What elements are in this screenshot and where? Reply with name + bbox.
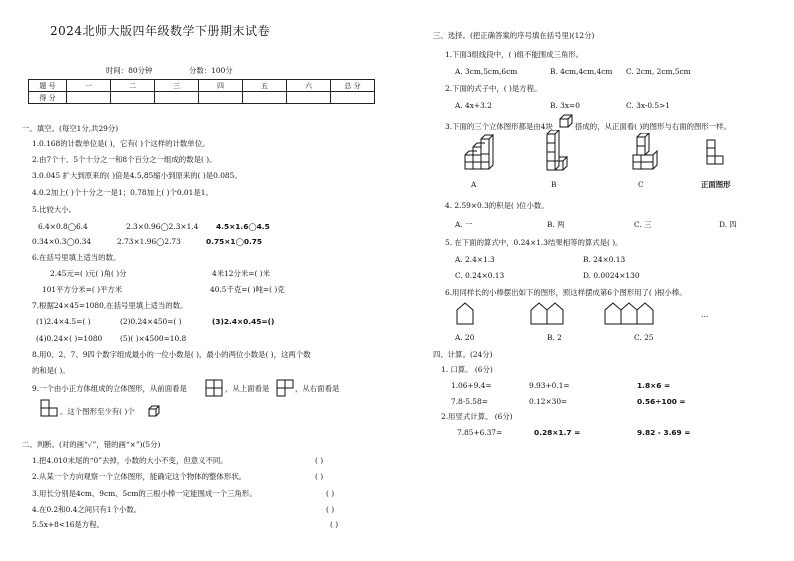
compare-item: 0.34×0.3◯0.34 [32,237,92,246]
score-cell[interactable] [111,92,155,104]
compare-item: 2.3×0.96◯2.3×1.4 [126,222,199,231]
choice-q1: 1.下面3组线段中，( )组不能围成三角形。 [445,50,584,59]
page-title: 2024北师大版四年级数学下册期末试卷 [50,24,271,38]
choice-option: D. 0.0024×130 [583,271,640,280]
choice-option: B. 24×0.13 [583,255,626,264]
q1-9-right: ，从右面看是 [295,384,340,393]
score-header-cell: 题 号 [29,80,67,92]
score-header-cell: 五 [243,80,287,92]
calc-item: (2)0.24×450=( ) [120,317,182,326]
choice-option: C. 2cm, 2cm,5cm [626,67,691,76]
choice-option: B. 3x=0 [550,101,580,110]
oral-item: 0.12×30= [529,397,568,406]
judge-item: 1.把4.010末尾的“0”去掉，小数的大小不变，但意义不同。 [32,456,228,465]
q1-2: 2.由7个十、5个十分之一和8个百分之一组成的数是( )。 [32,155,217,164]
score-cell[interactable] [155,92,199,104]
q1-4: 4.0.2加上( )个十分之一是1；0.78加上( )个0.01是1。 [32,188,213,197]
vertical-item: 7.85+6.37= [457,428,503,437]
choice-q3: 3.下面的三个立体图形都是由4块 [445,122,553,131]
judge-paren[interactable]: ( ) [326,505,335,514]
choice-q5: 5. 在下面的算式中，0.24×1.3结果相等的算式是( )。 [445,238,623,247]
vertical-heading: 2.用竖式计算。 (6分) [441,412,513,421]
compare-item: 6.4×0.8◯6.4 [38,222,88,231]
figure-label: C [638,180,644,189]
compare-item: 2.73×1.96◯2.73 [117,237,181,246]
score-cell[interactable] [287,92,331,104]
calc-item: (3)2.4×0.45=() [212,317,275,326]
choice-option: A. 4x+3.2 [455,101,492,110]
oral-item: 7.8-5.58= [451,397,488,406]
oral-item: 0.56÷100 = [637,397,686,406]
calc-item: (5)( )×4500=10.8 [120,334,187,343]
score-header-cell: 总 分 [331,80,375,92]
calc-item: (4)0.24×( )=1080 [36,334,103,343]
choice-q3-cont: 搭成的，从正面看( )的图形与右面的图形一样。 [575,122,731,131]
q1-5: 5.比较大小。 [32,205,77,214]
choice-option: A. 3cm,5cm,6cm [455,67,518,76]
score-cell[interactable] [67,92,111,104]
score-cell[interactable] [199,92,243,104]
front-view-figure [705,138,725,174]
choice-option: C. 3x-0.5>1 [626,101,670,110]
judge-paren[interactable]: ( ) [315,456,324,465]
oral-item: 1.8×6 = [637,381,671,390]
choice-q4: 4. 2.59×0.3的积是( )位小数。 [445,201,549,210]
part1-heading: 一、填空。(每空1分,共29分) [22,124,119,133]
q1-8-cont: 的和是( )。 [32,366,70,375]
oral-item: 1.06+9.4= [451,381,492,390]
score-header-cell: 三 [155,80,199,92]
front-view-icon [205,379,223,397]
q1-6: 6.在括号里填上适当的数。 [32,253,121,262]
choice-option: A. 2.4×1.3 [455,255,495,264]
judge-paren[interactable]: ( ) [326,489,335,498]
choice-option: C. 三 [634,220,652,229]
choice-option: D. 四 [719,220,737,229]
choice-q2: 2.下面的式子中，( )是方程。 [445,84,542,93]
choice-option: B. 两 [547,220,565,229]
choice-option: C. 0.24×0.13 [455,271,505,280]
judge-item: 3.用长分别是4cm、9cm、5cm的三根小棒一定能围成一个三角形。 [32,489,257,498]
fill-item: 101平方分米=( )平方米 [42,285,123,294]
fill-item: 4米12分米=( )米 [212,269,270,278]
exam-score: 分数：100分 [189,66,233,75]
choice-option: A. 20 [455,333,475,342]
score-row-label: 得 分 [29,92,67,104]
vertical-item: 9.82 - 3.69 = [637,428,691,437]
figure-label: B [551,180,557,189]
score-header-cell: 一 [67,80,111,92]
cube-icon [559,114,573,128]
choice-option: A. 一 [455,220,473,229]
figure-label-front: 正面图形 [701,180,731,189]
oral-heading: 1. 口算。 (6分) [441,365,493,374]
top-view-icon [276,379,294,397]
oral-item: 9.93+0.1= [529,381,570,390]
score-cell[interactable] [331,92,375,104]
choice-q6: 6.用同样长的小棒摆出如下的图形，照这样摆成第6个图形用了( )根小棒。 [445,288,687,297]
q1-1: 1.0.168的计数单位是( )，它有( )个这样的计数单位。 [32,139,210,148]
q1-3: 3.0.045 扩大到原来的( )倍是4.5,85缩小到原来的( )是0.085。 [32,171,242,180]
q1-8: 8.用0、2、7、9四个数字组成最小的一位小数是( )，最小的两位小数是( )，这两个数 [32,350,311,359]
score-table [28,79,375,104]
figure-label: A [471,180,477,189]
solid-figure-a [463,133,503,175]
judge-item: 5.5x+8<16是方程。 [32,520,104,529]
solid-figure-b [545,130,575,176]
judge-paren[interactable]: ( ) [315,472,324,481]
q1-9: 9.一个由小正方体组成的立体图形，从前面看是 [32,384,187,393]
cube-icon [148,405,160,417]
judge-paren[interactable]: ( ) [330,520,339,529]
q1-7: 7.根据24×45=1080,在括号里填上适当的数。 [32,301,188,310]
right-view-icon [40,399,58,417]
choice-option: B. 4cm,4cm,4cm [550,67,613,76]
score-header-cell: 四 [199,80,243,92]
judge-item: 2.从某一个方向观察一个立体图形，能确定这个物体的整体形状。 [32,472,246,481]
right-column [405,0,794,561]
solid-figure-c [631,133,661,175]
choice-option: B. 2 [547,333,562,342]
score-header-cell: 六 [287,80,331,92]
stick-pattern-figures [455,302,755,326]
part2-heading: 二、判断。(对的画“✓”，错的画“×”)(5分) [22,440,161,449]
q1-9-top: ，从上面看是 [225,384,270,393]
exam-time: 时间：80分钟 [106,66,153,75]
calc-item: (1)2.4×4.5=( ) [36,317,91,326]
ellipsis: … [701,310,709,319]
score-cell[interactable] [243,92,287,104]
choice-option: C. 25 [634,333,654,342]
vertical-item: 0.28×1.7 = [534,428,581,437]
part3-heading: 三、选择。(把正确答案的序号填在括号里)(12分) [433,31,595,40]
fill-item: 40.5千克=( )吨=( )克 [210,285,285,294]
q1-9-end: 。这个图形至少有( )个 [60,407,135,416]
judge-item: 4.在0.2和0.4之间只有1个小数。 [32,505,142,514]
part4-heading: 四、计算。(24分) [433,350,493,359]
compare-item: 0.75×1◯0.75 [206,237,263,246]
fill-item: 2.45元=( )元( )角( )分 [50,269,127,278]
score-header-cell: 二 [111,80,155,92]
compare-item: 4.5×1.6◯4.5 [216,222,270,231]
